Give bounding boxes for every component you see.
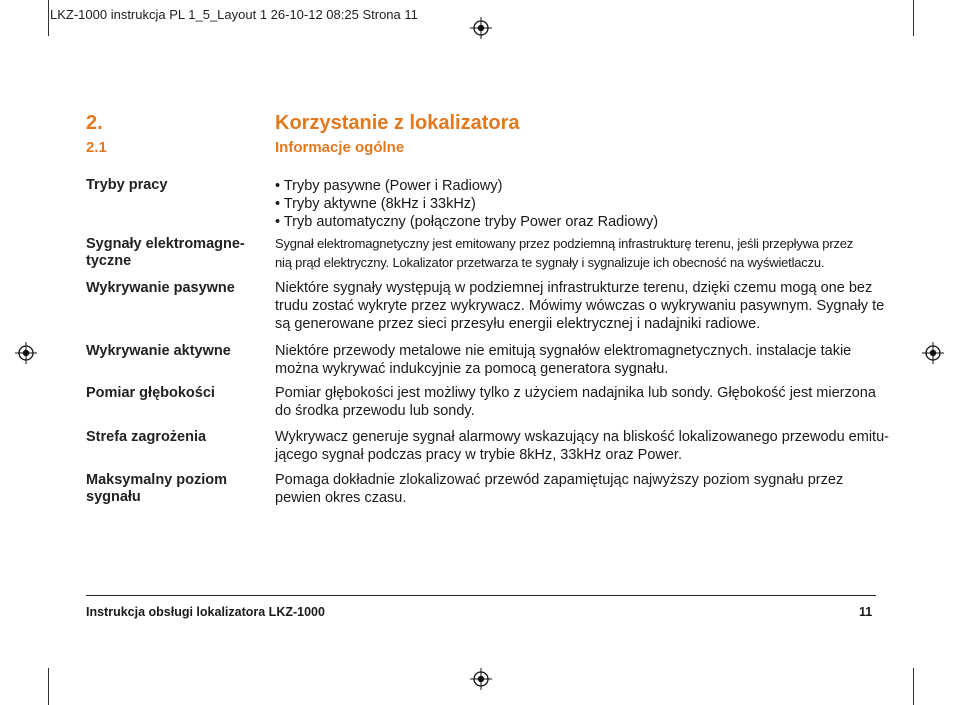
footer-rule bbox=[86, 595, 876, 596]
row-label-depth-measurement: Pomiar głębokości bbox=[86, 385, 215, 401]
row-label-max-signal: Maksymalny poziom sygnału bbox=[86, 472, 228, 505]
crop-mark bbox=[913, 0, 914, 36]
row-label-em-signals: Sygnały elektromagne- tyczne bbox=[86, 236, 245, 269]
registration-mark-icon bbox=[470, 17, 492, 39]
print-slug: LKZ-1000 instrukcja PL 1_5_Layout 1 26-10-12 08:25 Strona 11 bbox=[50, 7, 418, 22]
registration-mark-icon bbox=[15, 342, 37, 364]
row-label-active-detection: Wykrywanie aktywne bbox=[86, 343, 231, 359]
row-desc-danger-zone: Wykrywacz generuje sygnał alarmowy wskazujący na bliskość lokalizowanego przewodu emitu- jącego sygnał podczas pracy w trybie 8kHz, 33kHz oraz Power. bbox=[275, 429, 889, 463]
row-label-operating-modes: Tryby pracy bbox=[86, 177, 168, 193]
row-desc-active-detection: Niektóre przewody metalowe nie emitują sygnałów elektromagnetycznych. instalacje takie można wykrywać indukcyjnie za pomocą generatora sygnału. bbox=[275, 343, 852, 377]
crop-mark bbox=[913, 668, 914, 705]
subsection-title: Informacje ogólne bbox=[275, 139, 405, 156]
crop-mark bbox=[48, 0, 49, 36]
row-desc-max-signal: Pomaga dokładnie zlokalizować przewód zapamiętując najwyższy poziom sygnału przez pewien okres czasu. bbox=[275, 472, 844, 506]
registration-mark-icon bbox=[470, 668, 492, 690]
row-desc-operating-modes: • Tryby pasywne (Power i Radiowy) • Tryby aktywne (8kHz i 33kHz) • Tryb automatyczny (połączone tryby Power oraz Radiowy) bbox=[275, 178, 659, 230]
row-label-passive-detection: Wykrywanie pasywne bbox=[86, 280, 235, 296]
footer-title: Instrukcja obsługi lokalizatora LKZ-1000 bbox=[86, 605, 325, 619]
row-desc-depth-measurement: Pomiar głębokości jest możliwy tylko z użyciem nadajnika lub sondy. Głębokość jest mierzona do środka przewodu lub sondy. bbox=[275, 385, 876, 419]
registration-mark-icon bbox=[922, 342, 944, 364]
crop-mark bbox=[48, 668, 49, 705]
row-desc-em-signals: Sygnał elektromagnetyczny jest emitowany przez podziemną infrastrukturę terenu, jeśli przepływa przez nią prąd elektryczny. Lokalizator przetwarza te sygnały i sygnalizuje ich obecność na wyświetlaczu. bbox=[275, 236, 854, 270]
page-number: 11 bbox=[859, 605, 873, 619]
section-number: 2. bbox=[86, 112, 103, 134]
row-label-danger-zone: Strefa zagrożenia bbox=[86, 429, 207, 445]
section-title: Korzystanie z lokalizatora bbox=[275, 112, 520, 134]
row-desc-passive-detection: Niektóre sygnały występują w podziemnej infrastrukturze terenu, dzięki czemu mogą one bez trudu zostać wykryte przez wykrywacz. Mówimy wówczas o wykrywaniu pasywnym. Sygnały te są generowane przez sieci przesyłu energii elektrycznej i nadajniki radiowe. bbox=[275, 280, 885, 332]
subsection-number: 2.1 bbox=[86, 139, 107, 156]
